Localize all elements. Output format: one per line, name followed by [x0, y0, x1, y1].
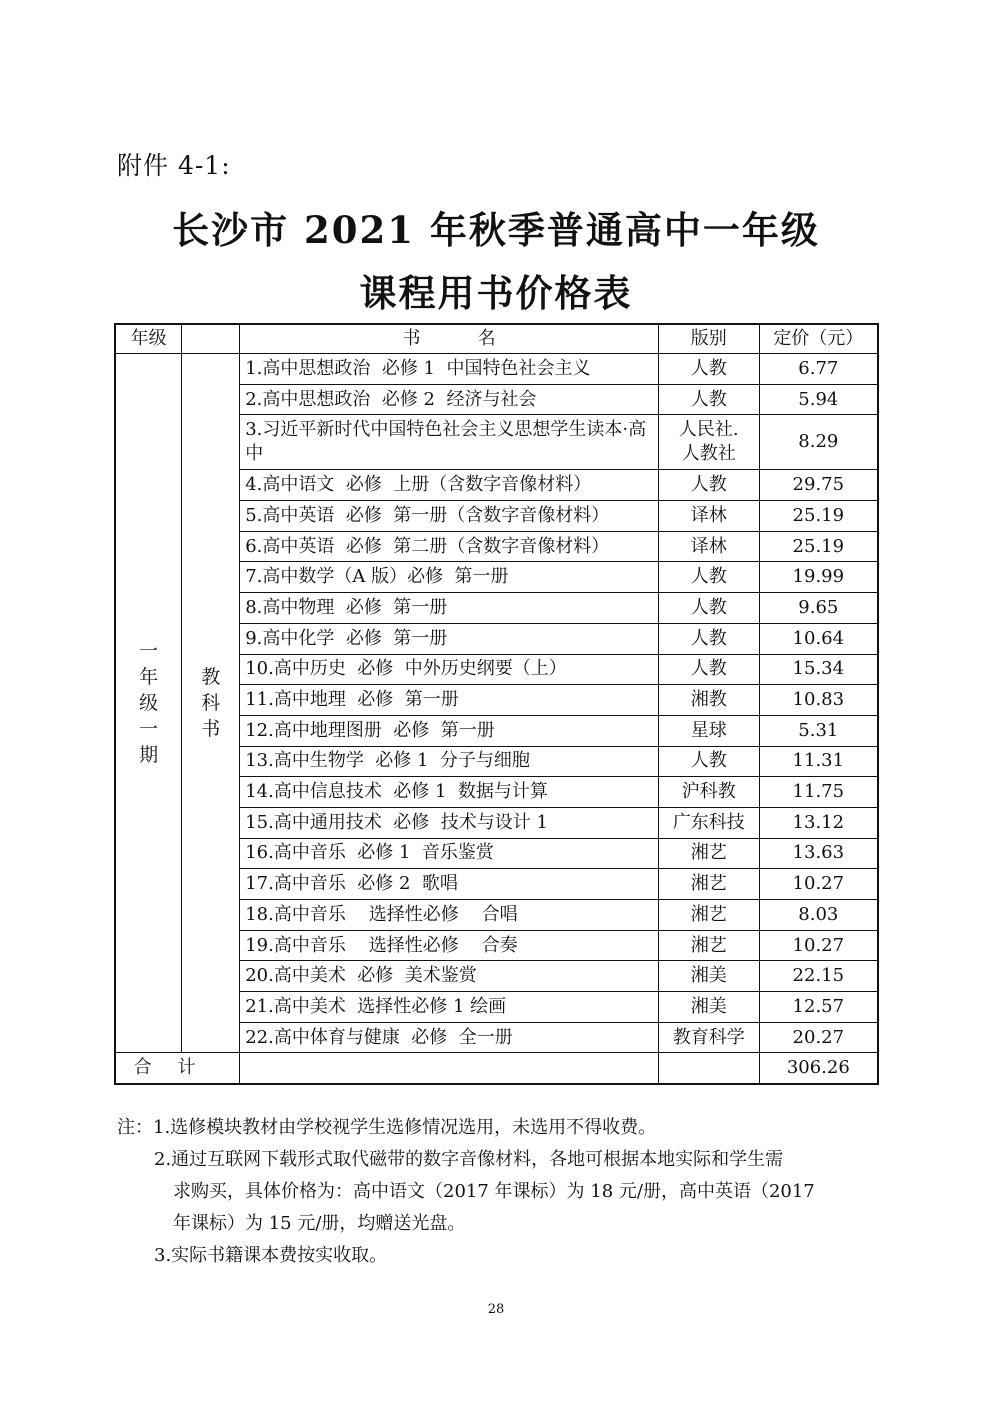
price-cell: 10.64: [759, 623, 878, 654]
book-name-cell: 14.高中信息技术 必修 1 数据与计算: [240, 777, 659, 808]
header-empty: [182, 324, 240, 354]
price-cell: 10.27: [759, 869, 878, 900]
book-name-cell: 20.高中美术 必修 美术鉴赏: [240, 961, 659, 992]
book-name-cell: 11.高中地理 必修 第一册: [240, 685, 659, 716]
total-empty-name: [240, 1053, 659, 1084]
book-name-cell: 2.高中思想政治 必修 2 经济与社会: [240, 384, 659, 415]
book-name-cell: 5.高中英语 必修 第一册（含数字音像材料）: [240, 501, 659, 532]
price-cell: 5.94: [759, 384, 878, 415]
attachment-label: 附件 4-1:: [117, 151, 231, 180]
header-edition: 版别: [658, 324, 759, 354]
note-2-line-3: 年课标）为 15 元/册，均赠送光盘。: [173, 1213, 466, 1234]
page-number: 28: [487, 1302, 505, 1317]
edition-cell: 星球: [658, 715, 759, 746]
grade-cell: [115, 354, 182, 1053]
price-cell: 29.75: [759, 470, 878, 501]
book-name-cell: 3.习近平新时代中国特色社会主义思想学生读本·高中: [240, 415, 659, 470]
book-name-cell: 10.高中历史 必修 中外历史纲要（上）: [240, 654, 659, 685]
price-table: [114, 323, 879, 1085]
table-header-row: [115, 324, 878, 354]
category-char: 科: [201, 692, 221, 715]
price-cell: 8.29: [759, 415, 878, 470]
note-2-line-2: 求购买，具体价格为：高中语文（2017 年课标）为 18 元/册，高中英语（2017: [173, 1181, 815, 1202]
book-name-cell: 6.高中英语 必修 第二册（含数字音像材料）: [240, 531, 659, 562]
book-name-cell: 8.高中物理 必修 第一册: [240, 593, 659, 624]
book-name-cell: 7.高中数学（A 版）必修 第一册: [240, 562, 659, 593]
total-price: 306.26: [759, 1053, 878, 1084]
edition-cell: 人教: [658, 654, 759, 685]
edition-cell: 广东科技: [658, 807, 759, 838]
grade-char: 一: [139, 640, 159, 663]
book-name-cell: 22.高中体育与健康 必修 全一册: [240, 1022, 659, 1053]
total-empty-edition: [658, 1053, 759, 1084]
header-price: 定价（元）: [759, 324, 878, 354]
total-label: 合计: [115, 1053, 240, 1084]
price-cell: 13.12: [759, 807, 878, 838]
price-cell: 20.27: [759, 1022, 878, 1053]
price-cell: 5.31: [759, 715, 878, 746]
edition-cell: 人教: [658, 746, 759, 777]
book-name-cell: 16.高中音乐 必修 1 音乐鉴赏: [240, 838, 659, 869]
header-grade: 年级: [115, 324, 182, 354]
price-cell: 19.99: [759, 562, 878, 593]
price-cell: 11.75: [759, 777, 878, 808]
price-cell: 9.65: [759, 593, 878, 624]
note-2-line-1: 2.通过互联网下载形式取代磁带的数字音像材料，各地可根据本地实际和学生需: [154, 1149, 784, 1170]
price-cell: 10.83: [759, 685, 878, 716]
edition-cell: 教育科学: [658, 1022, 759, 1053]
price-cell: 15.34: [759, 654, 878, 685]
edition-cell: 沪科教: [658, 777, 759, 808]
grade-char: 期: [139, 744, 159, 767]
edition-cell: 译林: [658, 501, 759, 532]
note-1-text: 1.选修模块教材由学校视学生选修情况选用，未选用不得收费。: [153, 1117, 657, 1138]
edition-cell: 人教: [658, 562, 759, 593]
edition-cell: 译林: [658, 531, 759, 562]
edition-cell: 人民社. 人教社: [658, 415, 759, 470]
edition-cell: 湘艺: [658, 838, 759, 869]
edition-cell: 湘美: [658, 961, 759, 992]
price-cell: 11.31: [759, 746, 878, 777]
notes-section: [117, 1112, 877, 1272]
price-cell: 13.63: [759, 838, 878, 869]
category-char: 书: [201, 718, 221, 741]
document-subtitle: 课程用书价格表: [359, 271, 633, 315]
edition-cell: 湘艺: [658, 900, 759, 931]
book-name-cell: 9.高中化学 必修 第一册: [240, 623, 659, 654]
price-cell: 10.27: [759, 930, 878, 961]
note-1: [117, 1112, 877, 1144]
price-cell: 8.03: [759, 900, 878, 931]
edition-cell: 湘艺: [658, 869, 759, 900]
price-cell: 12.57: [759, 992, 878, 1023]
edition-cell: 湘美: [658, 992, 759, 1023]
book-name-cell: 4.高中语文 必修 上册（含数字音像材料）: [240, 470, 659, 501]
table-row: [115, 354, 878, 385]
edition-cell: 人教: [658, 593, 759, 624]
book-name-cell: 12.高中地理图册 必修 第一册: [240, 715, 659, 746]
grade-char: 级: [139, 692, 159, 715]
book-name-cell: 21.高中美术 选择性必修 1 绘画: [240, 992, 659, 1023]
edition-cell: 人教: [658, 384, 759, 415]
header-book-name: 书 名: [240, 324, 659, 354]
total-row: [115, 1053, 878, 1084]
edition-cell: 人教: [658, 623, 759, 654]
book-name-cell: 1.高中思想政治 必修 1 中国特色社会主义: [240, 354, 659, 385]
book-name-cell: 15.高中通用技术 必修 技术与设计 1: [240, 807, 659, 838]
document-title: 长沙市 2021 年秋季普通高中一年级: [172, 208, 820, 252]
price-cell: 6.77: [759, 354, 878, 385]
grade-char: 年: [139, 666, 159, 689]
price-cell: 25.19: [759, 501, 878, 532]
edition-cell: 湘艺: [658, 930, 759, 961]
book-name-cell: 17.高中音乐 必修 2 歌唱: [240, 869, 659, 900]
edition-cell: 湘教: [658, 685, 759, 716]
edition-cell: 人教: [658, 470, 759, 501]
note-prefix: 注：: [117, 1117, 153, 1138]
book-name-cell: 18.高中音乐 选择性必修 合唱: [240, 900, 659, 931]
book-name-cell: 19.高中音乐 选择性必修 合奏: [240, 930, 659, 961]
category-char: 教: [201, 666, 221, 689]
book-name-cell: 13.高中生物学 必修 1 分子与细胞: [240, 746, 659, 777]
note-3: 3.实际书籍课本费按实收取。: [154, 1245, 388, 1266]
grade-char: 一: [139, 718, 159, 741]
price-cell: 22.15: [759, 961, 878, 992]
price-cell: 25.19: [759, 531, 878, 562]
category-cell: [182, 354, 240, 1053]
edition-cell: 人教: [658, 354, 759, 385]
